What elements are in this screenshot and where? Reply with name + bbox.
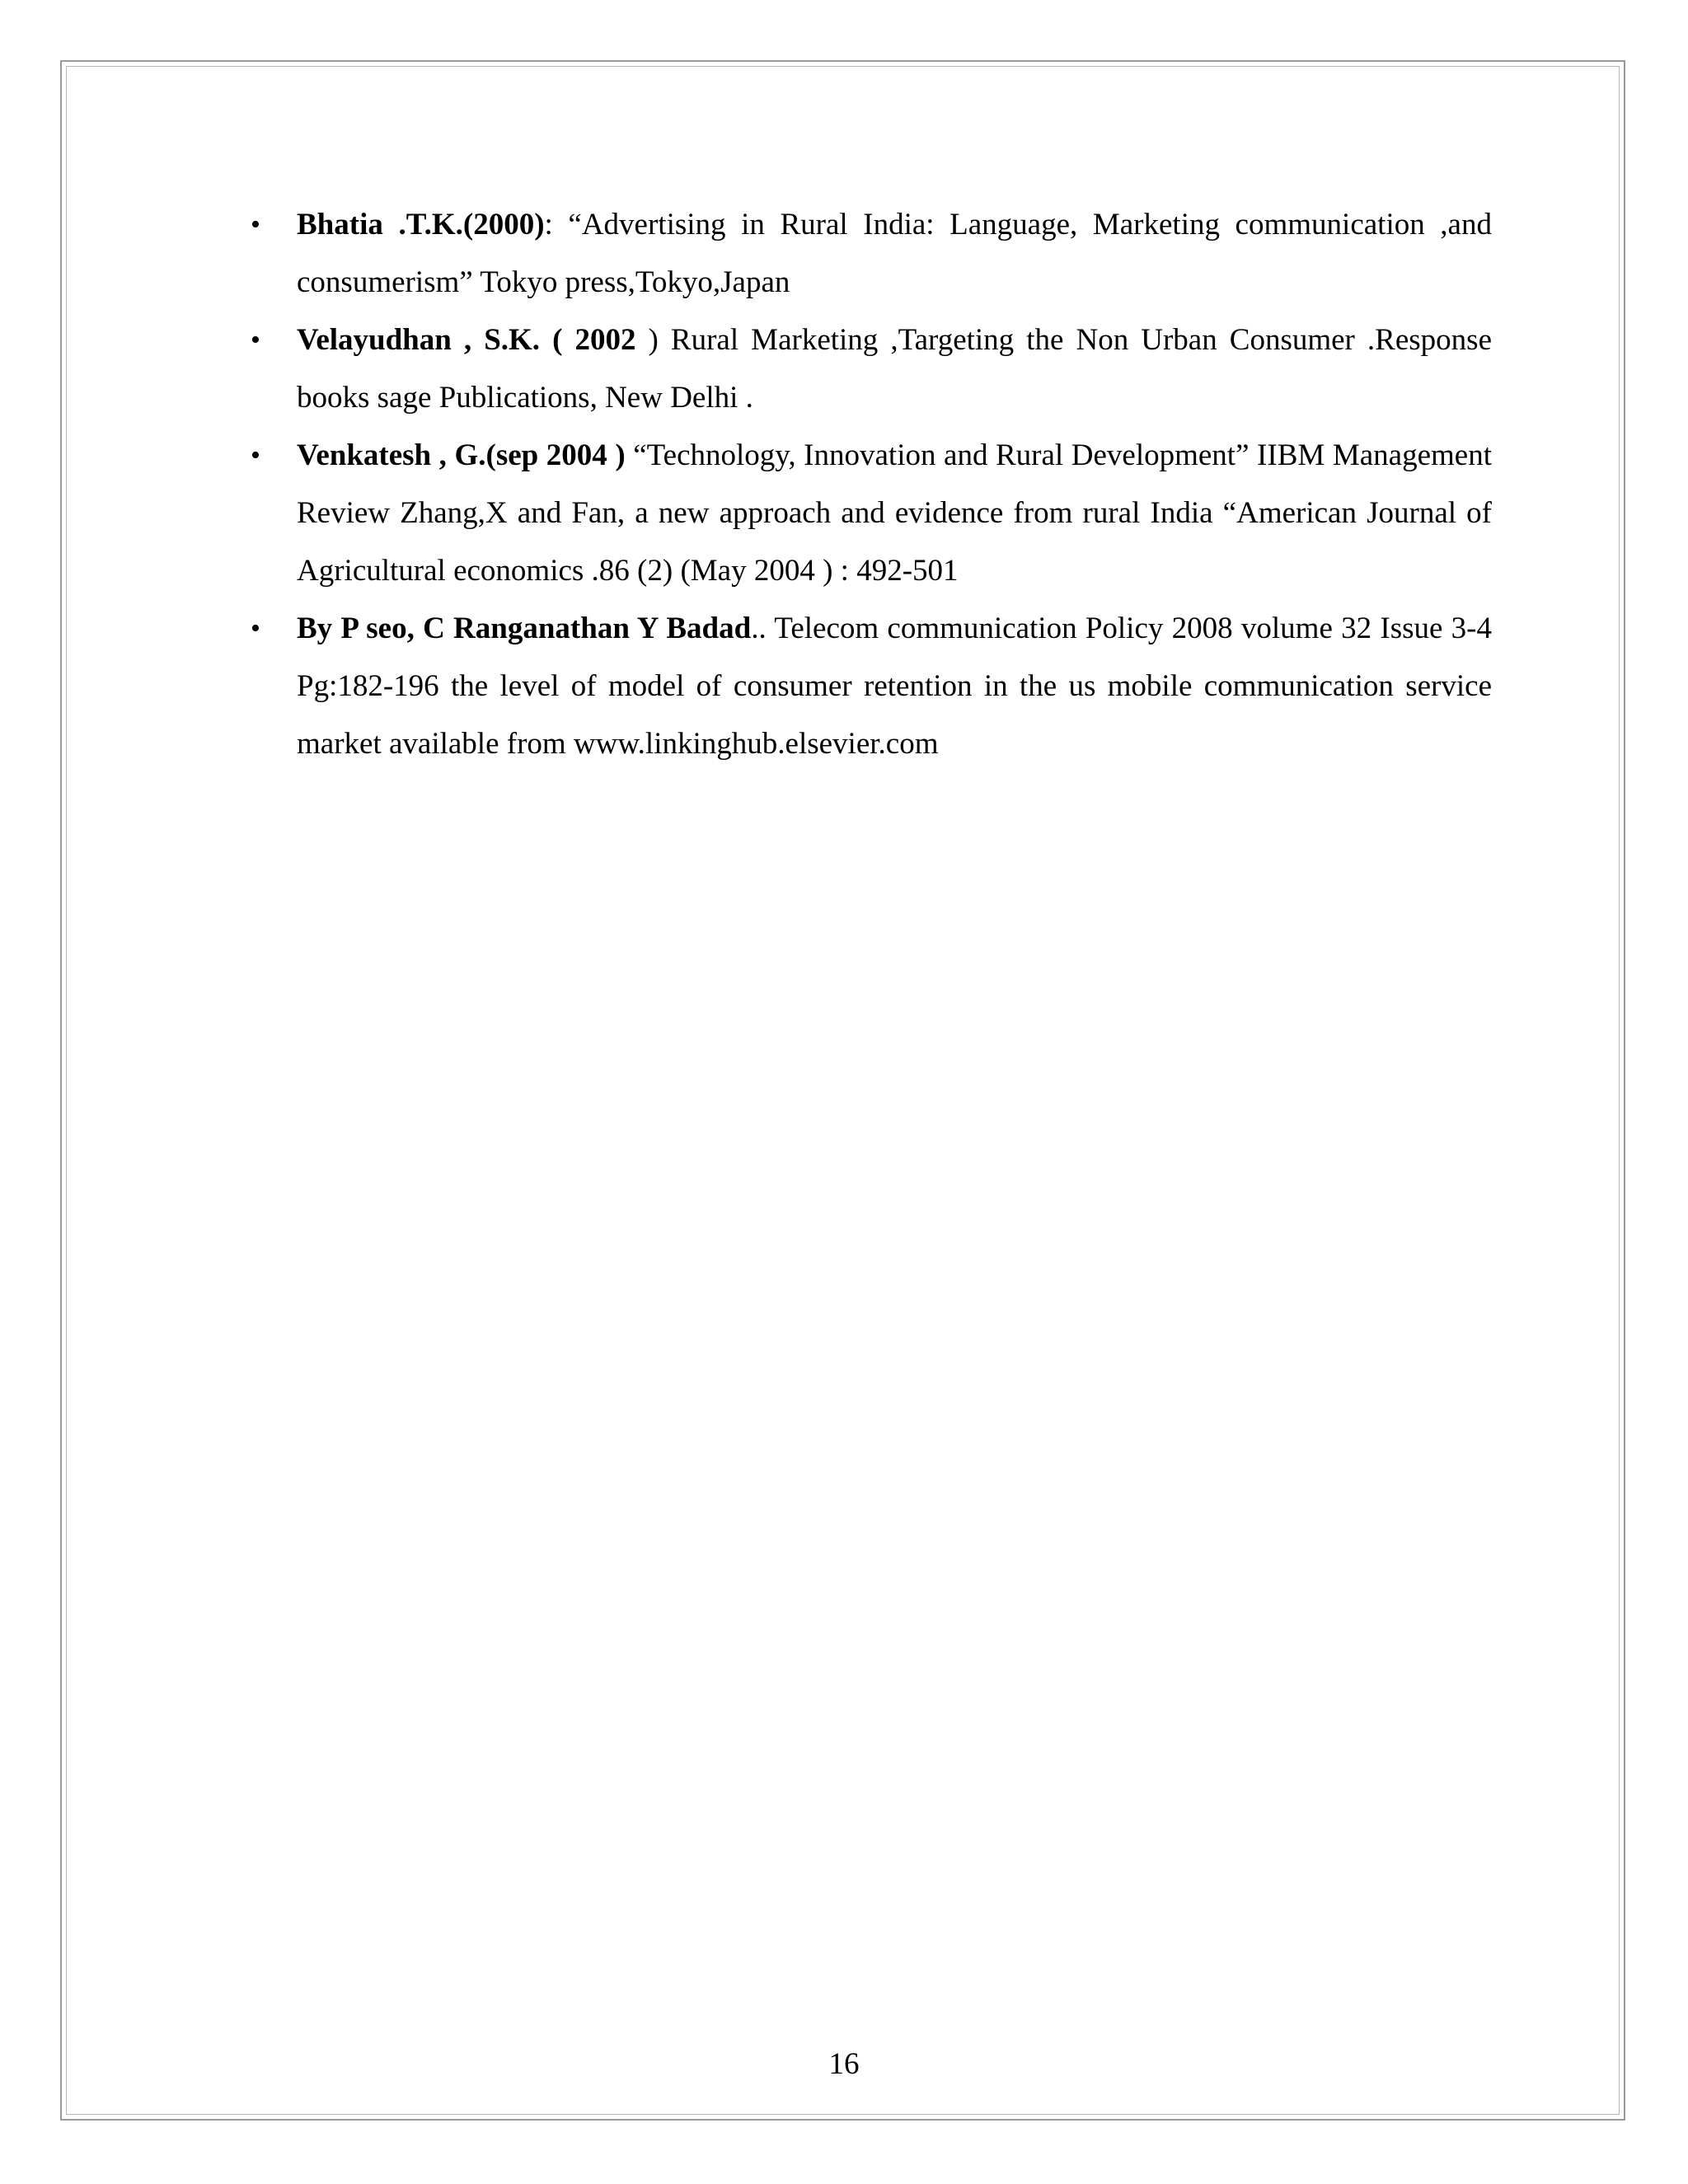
bullet-icon: • <box>251 440 260 471</box>
reference-author: Velayudhan , S.K. ( 2002 <box>297 323 636 357</box>
reference-item <box>251 427 1492 600</box>
bullet-icon: • <box>251 613 260 644</box>
reference-author: Bhatia .T.K.(2000) <box>297 208 545 241</box>
reference-item <box>251 600 1492 773</box>
bullet-icon: • <box>251 325 260 355</box>
reference-text: “Technology, Innovation and Rural Development” IIBM Management Review Zhang,X and Fan, a new approach and evidence from rural India “American Journal of Agricultural economics .86 (2) (May 2004 ) : 492-501 <box>297 438 1492 588</box>
reference-text: : “Advertising in Rural India: Language, Marketing communication ,and consumerism” Tokyo press,Tokyo,Japan <box>297 208 1492 299</box>
reference-author: Venkatesh , G.(sep 2004 ) <box>297 438 626 472</box>
reference-text: .. Telecom communication Policy 2008 volume 32 Issue 3-4 Pg:182-196 the level of model of consumer retention in the us mobile communication service market available from www.linkinghub.elsevier.com <box>297 612 1492 761</box>
reference-text: ) Rural Marketing ,Targeting the Non Urban Consumer .Response books sage Publications, New Delhi . <box>297 323 1493 415</box>
reference-list <box>251 196 1493 773</box>
reference-item <box>251 196 1492 312</box>
reference-author: By P seo, C Ranganathan Y Badad <box>297 612 752 645</box>
page-number: 16 <box>828 2047 860 2081</box>
bullet-icon: • <box>251 209 260 240</box>
reference-item <box>251 312 1493 427</box>
